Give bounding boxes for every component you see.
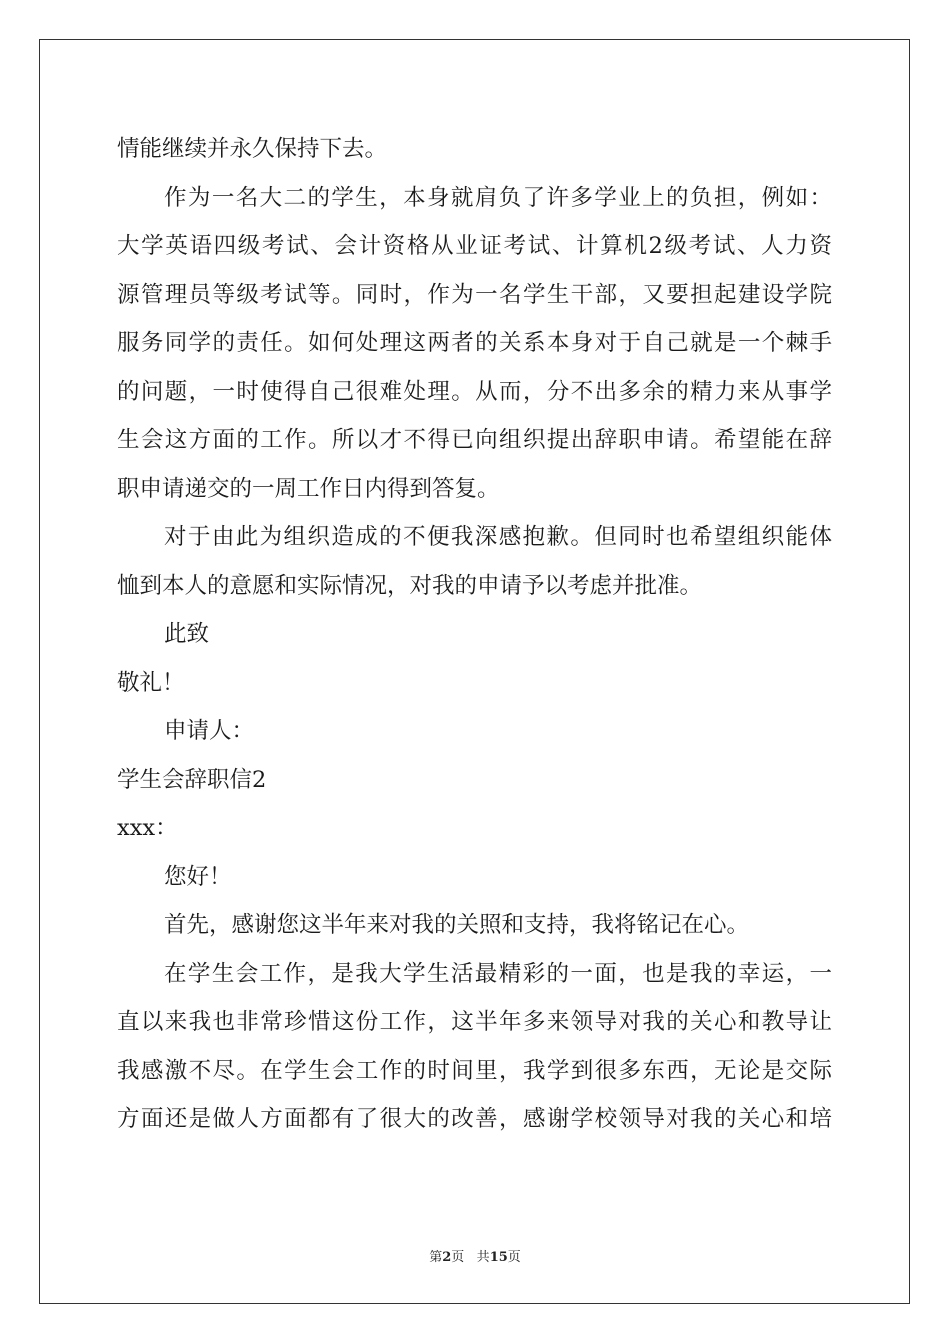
text-line: 源管理员等级考试等。同时，作为一名学生干部，又要担起建设学院 bbox=[117, 281, 832, 308]
text-line: 直以来我也非常珍惜这份工作，这半年多来领导对我的关心和教导让 bbox=[117, 1009, 832, 1035]
text-line: 敬礼！ bbox=[117, 669, 185, 696]
text-line: 此致 bbox=[164, 621, 210, 647]
text-line: 的问题，一时使得自己很难处理。从而，分不出多余的精力来从事学 bbox=[117, 378, 832, 405]
text-line: 您好！ bbox=[164, 863, 232, 890]
footer-page-prefix: 第 bbox=[429, 1250, 443, 1265]
text-line: 对于由此为组织造成的不便我深感抱歉。但同时也希望组织能体 bbox=[164, 524, 832, 550]
text-line: xxx： bbox=[117, 815, 178, 841]
text-line: 我感激不尽。在学生会工作的时间里，我学到很多东西，无论是交际 bbox=[117, 1057, 832, 1084]
footer-page-number: 2 bbox=[442, 1250, 452, 1265]
text-line: 首先，感谢您这半年来对我的关照和支持，我将铭记在心。 bbox=[164, 912, 750, 938]
document-body bbox=[117, 125, 832, 1144]
text-line: 在学生会工作，是我大学生活最精彩的一面，也是我的幸运，一 bbox=[164, 960, 832, 987]
text-line: 大学英语四级考试、会计资格从业证考试、计算机2级考试、人力资 bbox=[117, 233, 832, 259]
text-line: 作为一名大二的学生，本身就肩负了许多学业上的负担，例如： bbox=[164, 184, 832, 211]
text-line: 恤到本人的意愿和实际情况，对我的申请予以考虑并批准。 bbox=[117, 572, 703, 599]
text-line: 申请人： bbox=[164, 718, 255, 744]
text-line: 情能继续并永久保持下去。 bbox=[117, 136, 388, 162]
text-line: 生会这方面的工作。所以才不得已向组织提出辞职申请。希望能在辞 bbox=[117, 427, 832, 453]
footer-total-pages: 15 bbox=[489, 1250, 508, 1265]
footer-total-suffix: 页 bbox=[507, 1250, 521, 1265]
page-footer bbox=[0, 1246, 950, 1265]
text-line: 学生会辞职信2 bbox=[117, 766, 267, 793]
text-line: 职申请递交的一周工作日内得到答复。 bbox=[117, 475, 500, 502]
text-line: 服务同学的责任。如何处理这两者的关系本身对于自己就是一个棘手 bbox=[117, 330, 832, 356]
text-line: 方面还是做人方面都有了很大的改善，感谢学校领导对我的关心和培 bbox=[117, 1106, 832, 1132]
footer-page-suffix: 页 bbox=[451, 1250, 465, 1265]
footer-total-prefix: 共 bbox=[476, 1250, 490, 1265]
